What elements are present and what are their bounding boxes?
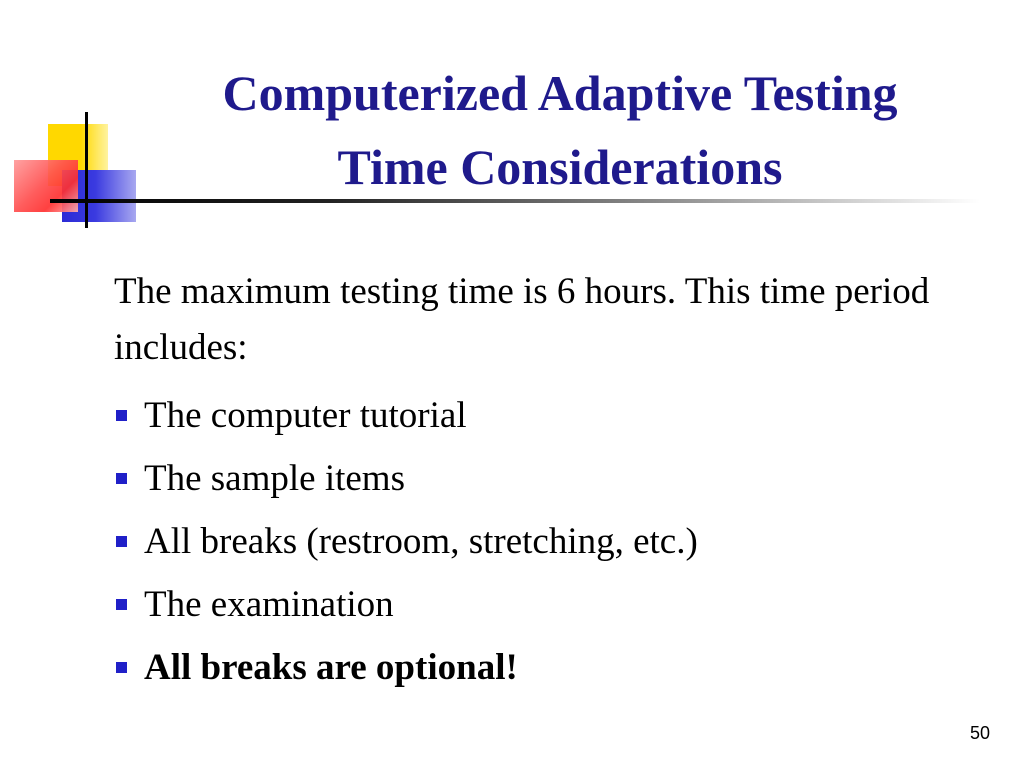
slide-body <box>114 264 994 699</box>
slide-title <box>140 56 980 204</box>
title-line-2: Time Considerations <box>337 139 783 195</box>
square-bullet-icon <box>116 662 127 673</box>
bullet-text: The sample items <box>144 458 405 499</box>
square-bullet-icon <box>116 410 127 421</box>
title-line-1: Computerized Adaptive Testing <box>222 65 898 121</box>
bullet-item-emphasis <box>114 636 994 699</box>
bullet-item <box>114 447 994 510</box>
bullet-text: The examination <box>144 584 394 625</box>
bullet-text: All breaks (restroom, stretching, etc.) <box>144 521 698 562</box>
red-square <box>14 160 78 212</box>
colored-squares-logo-icon <box>0 0 160 240</box>
bullet-item <box>114 573 994 636</box>
intro-text: The maximum testing time is 6 hours. This time period includes: <box>114 271 930 368</box>
logo-vertical-line <box>85 112 88 228</box>
square-bullet-icon <box>116 473 127 484</box>
bullet-list <box>114 384 994 699</box>
bullet-item <box>114 384 994 447</box>
page-number: 50 <box>969 723 990 743</box>
square-bullet-icon <box>116 599 127 610</box>
bullet-text: The computer tutorial <box>144 395 467 436</box>
bullet-text: All breaks are optional! <box>144 647 518 688</box>
square-bullet-icon <box>116 536 127 547</box>
bullet-item <box>114 510 994 573</box>
